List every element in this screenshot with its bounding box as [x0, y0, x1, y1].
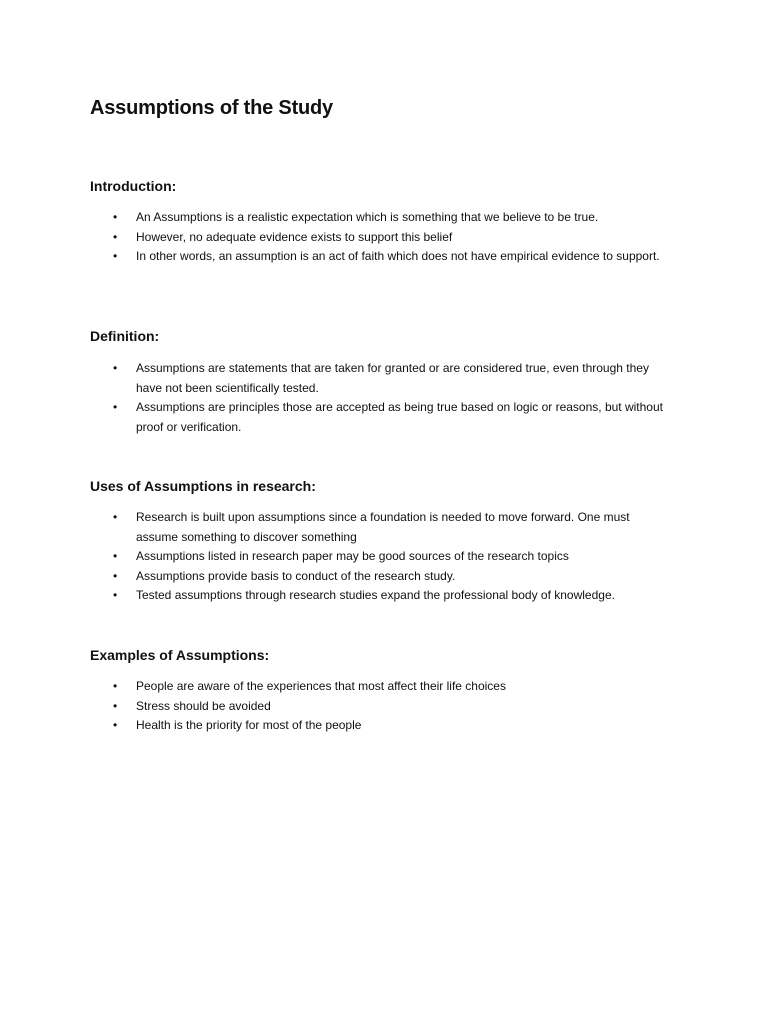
section-heading: Uses of Assumptions in research: — [90, 478, 316, 494]
bullet-icon: • — [113, 510, 118, 524]
section-introduction — [90, 176, 670, 267]
list-item — [90, 228, 670, 248]
list-item — [90, 716, 670, 736]
list-item-text: An Assumptions is a realistic expectation which is something that we believe to be true. — [136, 210, 599, 224]
bullet-icon: • — [113, 229, 118, 244]
list-item — [90, 697, 670, 717]
list-item-text: Research is built upon assumptions since a foundation is needed to move forward. One must assume something to discover something — [136, 510, 630, 544]
list-item-text: Assumptions listed in research paper may be good sources of the research topics — [136, 549, 569, 563]
list-item — [90, 208, 670, 228]
bullet-icon: • — [113, 210, 118, 224]
bullet-icon: • — [113, 549, 118, 563]
section-examples — [90, 645, 670, 736]
bullet-icon: • — [113, 568, 118, 583]
list-item — [90, 359, 670, 398]
list-item — [90, 567, 670, 587]
list-item — [90, 508, 670, 547]
list-item — [90, 586, 670, 606]
bullet-icon: • — [113, 718, 118, 732]
list-item-text: Stress should be avoided — [136, 698, 271, 713]
page-title: Assumptions of the Study — [90, 97, 333, 119]
section-definition — [90, 326, 670, 437]
bullet-list — [90, 208, 670, 267]
bullet-icon: • — [113, 400, 118, 414]
bullet-icon: • — [113, 698, 118, 713]
bullet-list — [90, 677, 670, 736]
list-item-text: However, no adequate evidence exists to support this belief — [136, 229, 453, 244]
section-heading: Introduction: — [90, 178, 177, 194]
list-item-text: Assumptions provide basis to conduct of the research study. — [136, 568, 456, 583]
bullet-icon: • — [113, 679, 118, 693]
list-item-text: In other words, an assumption is an act of faith which does not have empirical evidence to support. — [136, 249, 660, 263]
list-item — [90, 247, 670, 267]
section-heading: Examples of Assumptions: — [90, 647, 270, 663]
list-item-text: People are aware of the experiences that most affect their life choices — [136, 679, 506, 693]
list-item — [90, 677, 670, 697]
bullet-list — [90, 359, 670, 437]
bullet-icon: • — [113, 249, 118, 263]
list-item-text: Assumptions are statements that are taken for granted or are considered true, even through they have not been scientifically tested. — [136, 361, 649, 395]
list-item — [90, 547, 670, 567]
bullet-icon: • — [113, 361, 118, 375]
section-heading: Definition: — [90, 328, 160, 344]
list-item-text: Assumptions are principles those are accepted as being true based on logic or reasons, but without proof or verification. — [136, 400, 663, 434]
bullet-icon: • — [113, 588, 118, 602]
list-item-text: Tested assumptions through research studies expand the professional body of knowledge. — [136, 588, 615, 602]
list-item — [90, 398, 670, 437]
section-uses-of-assumptions — [90, 476, 670, 606]
list-item-text: Health is the priority for most of the people — [136, 718, 362, 732]
bullet-list — [90, 508, 670, 606]
